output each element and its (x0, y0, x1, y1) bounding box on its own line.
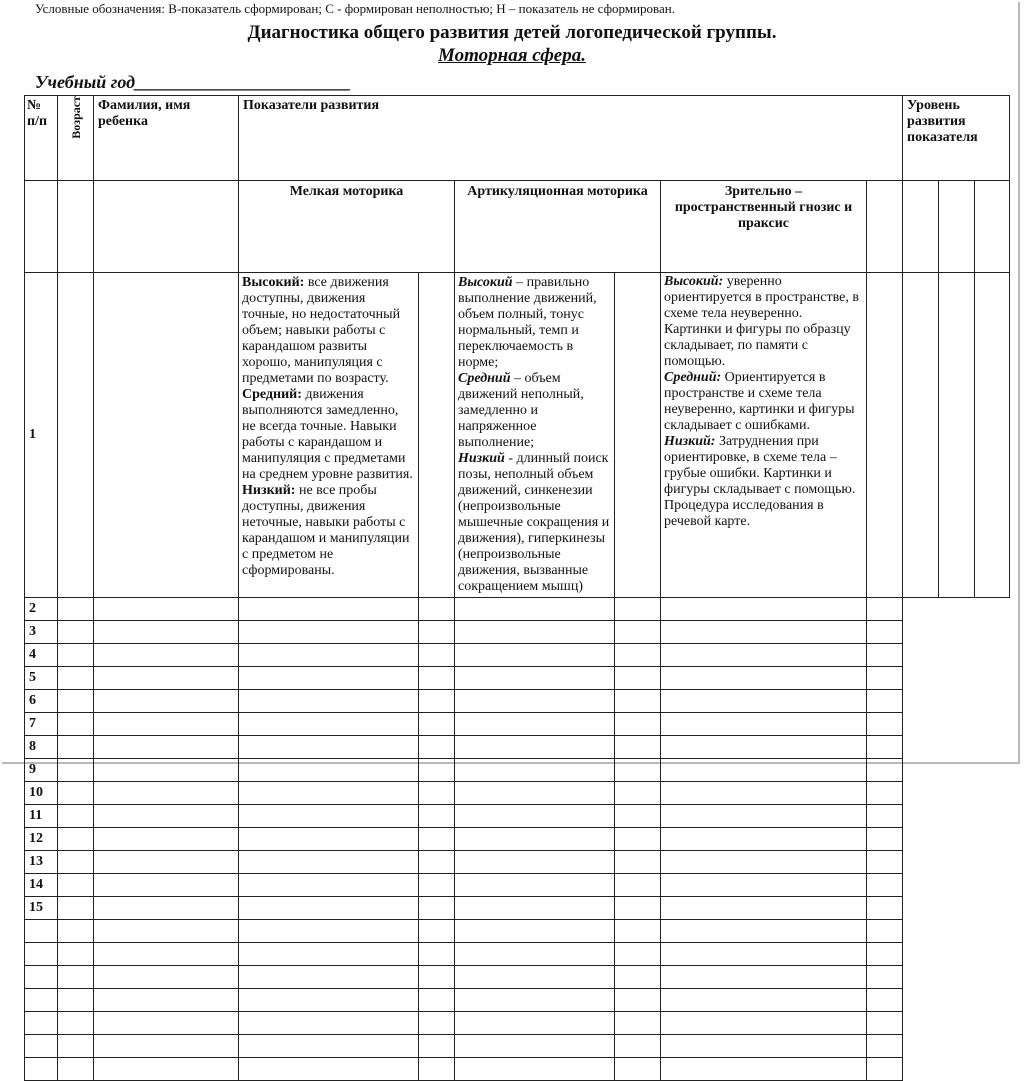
level-cell[interactable] (615, 690, 661, 713)
art-high-text: – правильно выполнение движений, объем полный, тонус нормальный, темп и переключаемость в норме; (458, 275, 597, 370)
table-row (25, 920, 1010, 943)
name-cell[interactable] (94, 1012, 239, 1035)
fine-motor-score[interactable] (239, 966, 419, 989)
name-cell[interactable] (94, 667, 239, 690)
visual-score[interactable] (455, 598, 615, 621)
row-number (25, 989, 58, 1012)
level-cell[interactable] (661, 1012, 867, 1035)
level-cell[interactable] (661, 759, 867, 782)
visual-score[interactable] (455, 897, 615, 920)
level-cell[interactable] (661, 920, 867, 943)
name-cell[interactable] (94, 851, 239, 874)
articulation-score[interactable] (419, 851, 455, 874)
level-cell[interactable] (615, 851, 661, 874)
row-number (25, 1012, 58, 1035)
level-cell[interactable] (867, 897, 903, 920)
fine-motor-score[interactable] (239, 759, 419, 782)
level-cell[interactable] (867, 667, 903, 690)
age-cell[interactable] (58, 759, 94, 782)
articulation-score[interactable] (419, 1058, 455, 1081)
art-mid-label: Средний (458, 371, 511, 386)
vis-mid-text: Ориентируется в пространстве и схеме тела неуверенно, картинки и фигуры складывает с ошибками. (664, 370, 855, 433)
row-number (25, 1035, 58, 1058)
table-row (25, 782, 1010, 805)
visual-score[interactable] (455, 1058, 615, 1081)
vis-mid-label: Средний: (664, 370, 722, 385)
section-row (25, 181, 1010, 273)
row-number: 7 (25, 713, 58, 736)
col-level-header: Уровень развития показателя (903, 96, 1010, 181)
level-cell[interactable] (661, 874, 867, 897)
col-name-header: Фамилия, имя ребенка (94, 96, 239, 181)
age-cell[interactable] (58, 805, 94, 828)
age-cell[interactable] (58, 736, 94, 759)
row-number: 13 (25, 851, 58, 874)
art-mid-text: – объем движений неполный, замедленно и напряженное выполнение; (458, 371, 584, 450)
age-cell[interactable] (58, 667, 94, 690)
col-age-header (58, 96, 94, 181)
art-high-label: Высокий (458, 275, 513, 290)
col-num-header: № п/п (25, 96, 58, 181)
level-cell[interactable] (867, 759, 903, 782)
row-number: 12 (25, 828, 58, 851)
fine-motor-score[interactable] (239, 690, 419, 713)
age-cell[interactable] (58, 1035, 94, 1058)
table-row (25, 1012, 1010, 1035)
vis-high-label: Высокий: (664, 274, 724, 289)
level-cell[interactable] (867, 874, 903, 897)
visual-score[interactable] (455, 805, 615, 828)
visual-score[interactable] (455, 621, 615, 644)
row-number: 1 (25, 273, 58, 598)
age-cell[interactable] (58, 920, 94, 943)
row-number: 5 (25, 667, 58, 690)
visual-score[interactable] (455, 759, 615, 782)
level-cell[interactable] (661, 805, 867, 828)
level-cell[interactable] (615, 874, 661, 897)
level-cell[interactable] (615, 1058, 661, 1081)
name-cell[interactable] (94, 989, 239, 1012)
section-empty-cell (58, 181, 94, 273)
row-number (25, 1058, 58, 1081)
articulation-score[interactable] (419, 805, 455, 828)
age-cell[interactable] (58, 273, 94, 598)
table-row (25, 759, 1010, 782)
age-cell[interactable] (58, 1012, 94, 1035)
section-empty-cell (25, 181, 58, 273)
name-cell[interactable] (94, 920, 239, 943)
articulation-score[interactable] (419, 598, 455, 621)
level-cell[interactable] (661, 989, 867, 1012)
articulation-score[interactable] (419, 897, 455, 920)
visual-score[interactable] (455, 644, 615, 667)
fine-motor-score[interactable] (239, 736, 419, 759)
table-row (25, 943, 1010, 966)
level-cell[interactable] (661, 966, 867, 989)
articulation-score[interactable] (419, 966, 455, 989)
fine-motor-score[interactable] (239, 897, 419, 920)
fine-motor-score[interactable] (239, 874, 419, 897)
level-cell[interactable] (867, 805, 903, 828)
visual-score[interactable] (455, 1012, 615, 1035)
level-cell[interactable] (615, 644, 661, 667)
level-cell[interactable] (661, 598, 867, 621)
visual-spatial-description (661, 273, 867, 598)
fine-motor-score[interactable] (239, 828, 419, 851)
articulation-score[interactable] (419, 759, 455, 782)
page-title: Диагностика общего развития детей логопедической группы. (247, 22, 777, 43)
age-cell[interactable] (58, 989, 94, 1012)
table-row (25, 736, 1010, 759)
vis-high-text: уверенно ориентируется в пространстве, в схеме тела неуверенно. Картинки и фигуры по образцу складывает, по памяти с помощью. (664, 274, 859, 369)
age-cell[interactable] (58, 874, 94, 897)
articulation-score[interactable] (419, 690, 455, 713)
fine-low-text: не все пробы доступны, движения неточные, навыки работы с карандашом и манипуляции с предметом не сформированы. (242, 483, 410, 578)
age-cell[interactable] (58, 782, 94, 805)
name-cell[interactable] (94, 273, 239, 598)
articulation-score[interactable] (419, 828, 455, 851)
level-cell[interactable] (867, 621, 903, 644)
name-cell[interactable] (94, 644, 239, 667)
art-low-label: Низкий (458, 451, 505, 466)
table-row (25, 667, 1010, 690)
name-cell[interactable] (94, 943, 239, 966)
row-number: 3 (25, 621, 58, 644)
section-visual-spatial: Зрительно – пространственный гнозис и праксис (661, 181, 867, 273)
level-cell[interactable] (615, 920, 661, 943)
name-cell[interactable] (94, 621, 239, 644)
row-number: 2 (25, 598, 58, 621)
articulation-score[interactable] (419, 621, 455, 644)
visual-score[interactable] (455, 782, 615, 805)
table-row (25, 644, 1010, 667)
level-cell[interactable] (661, 782, 867, 805)
articulation-score[interactable] (419, 736, 455, 759)
section-articulation: Артикуляционная моторика (455, 181, 661, 273)
level-cell[interactable] (867, 828, 903, 851)
level-cell[interactable] (939, 273, 975, 598)
articulation-score[interactable] (419, 1035, 455, 1058)
fine-motor-score[interactable] (239, 1058, 419, 1081)
fine-mid-label: Средний: (242, 387, 302, 402)
visual-score[interactable] (455, 736, 615, 759)
fine-motor-score[interactable] (419, 273, 455, 598)
level-cell[interactable] (867, 782, 903, 805)
table-row (25, 828, 1010, 851)
name-cell[interactable] (94, 1035, 239, 1058)
name-cell[interactable] (94, 598, 239, 621)
school-year: Учебный год________________________ (35, 72, 352, 92)
table-row (25, 851, 1010, 874)
table-row (25, 989, 1010, 1012)
name-cell[interactable] (94, 897, 239, 920)
fine-motor-score[interactable] (239, 667, 419, 690)
name-cell[interactable] (94, 874, 239, 897)
level-cell[interactable] (661, 943, 867, 966)
name-cell[interactable] (94, 713, 239, 736)
level-cell[interactable] (661, 1058, 867, 1081)
vis-low-label: Низкий: (664, 434, 716, 449)
visual-score[interactable] (455, 966, 615, 989)
table-row (25, 966, 1010, 989)
row-number (25, 966, 58, 989)
visual-score[interactable] (455, 667, 615, 690)
level-cell[interactable] (867, 690, 903, 713)
articulation-score[interactable] (419, 1012, 455, 1035)
level-cell[interactable] (867, 851, 903, 874)
articulation-score[interactable] (419, 989, 455, 1012)
fine-motor-score[interactable] (239, 782, 419, 805)
level-cell[interactable] (615, 966, 661, 989)
level-cell[interactable] (867, 1012, 903, 1035)
legend-text: Условные обозначения: В-показатель сформирован; С - формирован неполностью; Н – показатель не сформирован. (35, 1, 675, 16)
name-cell[interactable] (94, 1058, 239, 1081)
fine-high-text: все движения доступны, движения точные, но недостаточный объем; навыки работы с карандашом развиты хорошо, манипуляция с предметами по возрасту. (242, 275, 401, 386)
visual-score[interactable] (867, 273, 903, 598)
age-cell[interactable] (58, 851, 94, 874)
level-cell[interactable] (661, 897, 867, 920)
level-cell[interactable] (867, 1058, 903, 1081)
level-cell[interactable] (615, 1035, 661, 1058)
articulation-score[interactable] (419, 667, 455, 690)
level-cell (975, 181, 1010, 273)
level-cell[interactable] (615, 736, 661, 759)
articulation-description (455, 273, 615, 598)
fine-mid-text: движения выполняются замедленно, не всегда точные. Навыки работы с карандашом и манипуляция с предметами на среднем уровне развития. (242, 387, 413, 482)
vis-low-text: Затруднения при ориентировке, в схеме тела – грубые ошибки. Картинки и фигуры складывает с помощью. (664, 434, 856, 497)
fine-motor-score[interactable] (239, 621, 419, 644)
table-row (25, 621, 1010, 644)
level-cell[interactable] (661, 1035, 867, 1058)
table-row (25, 897, 1010, 920)
level-cell[interactable] (615, 805, 661, 828)
level-cell[interactable] (867, 713, 903, 736)
level-cell[interactable] (867, 644, 903, 667)
level-cell[interactable] (975, 273, 1010, 598)
level-cell[interactable] (615, 667, 661, 690)
level-cell[interactable] (615, 713, 661, 736)
level-cell[interactable] (867, 1035, 903, 1058)
fine-motor-score[interactable] (239, 644, 419, 667)
level-cell[interactable] (615, 782, 661, 805)
visual-score[interactable] (455, 690, 615, 713)
row-number: 6 (25, 690, 58, 713)
art-low-text: - длинный поиск позы, неполный объем движений, синкенезии (непроизвольные мышечные сокращения и движения), гиперкинезы (непроизвольные движения, вызванные сокращением мышц) (458, 451, 610, 594)
table-row (25, 690, 1010, 713)
row-number: 9 (25, 759, 58, 782)
age-cell[interactable] (58, 598, 94, 621)
visual-score[interactable] (455, 874, 615, 897)
table-row (25, 713, 1010, 736)
level-cell[interactable] (867, 736, 903, 759)
age-cell[interactable] (58, 713, 94, 736)
fine-motor-score[interactable] (239, 1012, 419, 1035)
visual-score[interactable] (455, 989, 615, 1012)
fine-motor-score[interactable] (239, 943, 419, 966)
level-cell[interactable] (615, 598, 661, 621)
level-cell (867, 181, 903, 273)
row-number: 11 (25, 805, 58, 828)
visual-score[interactable] (455, 851, 615, 874)
name-cell[interactable] (94, 736, 239, 759)
row-number (25, 920, 58, 943)
col-indicators-header: Показатели развития (239, 96, 903, 181)
level-cell[interactable] (615, 989, 661, 1012)
visual-score[interactable] (455, 828, 615, 851)
age-cell[interactable] (58, 690, 94, 713)
level-cell[interactable] (661, 667, 867, 690)
articulation-score[interactable] (419, 920, 455, 943)
table-row (25, 273, 1010, 598)
row-number: 15 (25, 897, 58, 920)
row-number: 8 (25, 736, 58, 759)
fine-low-label: Низкий: (242, 483, 296, 498)
fine-motor-description (239, 273, 419, 598)
age-cell[interactable] (58, 966, 94, 989)
age-cell[interactable] (58, 621, 94, 644)
level-cell[interactable] (903, 273, 939, 598)
section-empty-cell (94, 181, 239, 273)
level-cell[interactable] (615, 759, 661, 782)
level-cell[interactable] (615, 828, 661, 851)
articulation-score[interactable] (419, 943, 455, 966)
visual-score[interactable] (455, 1035, 615, 1058)
articulation-score[interactable] (419, 713, 455, 736)
articulation-score[interactable] (419, 782, 455, 805)
fine-high-label: Высокий: (242, 275, 305, 290)
level-cell (903, 181, 939, 273)
level-cell[interactable] (661, 828, 867, 851)
level-cell[interactable] (615, 897, 661, 920)
age-cell[interactable] (58, 644, 94, 667)
age-cell[interactable] (58, 828, 94, 851)
level-cell[interactable] (661, 690, 867, 713)
name-cell[interactable] (94, 782, 239, 805)
name-cell[interactable] (94, 805, 239, 828)
row-number: 4 (25, 644, 58, 667)
level-cell[interactable] (661, 736, 867, 759)
fine-motor-score[interactable] (239, 920, 419, 943)
fine-motor-score[interactable] (239, 598, 419, 621)
name-cell[interactable] (94, 828, 239, 851)
level-cell[interactable] (661, 621, 867, 644)
name-cell[interactable] (94, 759, 239, 782)
row-number: 10 (25, 782, 58, 805)
fine-motor-score[interactable] (239, 713, 419, 736)
level-cell (939, 181, 975, 273)
level-cell[interactable] (661, 713, 867, 736)
name-cell[interactable] (94, 966, 239, 989)
diagnostic-table (24, 95, 1010, 1081)
level-cell[interactable] (615, 1012, 661, 1035)
visual-score[interactable] (455, 943, 615, 966)
table-row (25, 1058, 1010, 1081)
row-number (25, 943, 58, 966)
vis-procedure: Процедура исследования в речевой карте. (664, 498, 824, 529)
header-row (25, 96, 1010, 181)
visual-score[interactable] (455, 713, 615, 736)
fine-motor-score[interactable] (239, 989, 419, 1012)
level-cell[interactable] (867, 966, 903, 989)
visual-score[interactable] (455, 920, 615, 943)
level-cell[interactable] (661, 851, 867, 874)
age-cell[interactable] (58, 1058, 94, 1081)
table-row (25, 805, 1010, 828)
row-number: 14 (25, 874, 58, 897)
articulation-score[interactable] (615, 273, 661, 598)
section-fine-motor: Мелкая моторика (239, 181, 455, 273)
age-cell[interactable] (58, 943, 94, 966)
age-cell[interactable] (58, 897, 94, 920)
level-cell[interactable] (867, 989, 903, 1012)
articulation-score[interactable] (419, 874, 455, 897)
level-cell[interactable] (867, 943, 903, 966)
level-cell[interactable] (867, 598, 903, 621)
col-age-label: Возраст (68, 96, 83, 139)
page-subtitle: Моторная сфера. (438, 45, 586, 66)
fine-motor-score[interactable] (239, 805, 419, 828)
level-cell[interactable] (615, 943, 661, 966)
level-cell[interactable] (867, 920, 903, 943)
fine-motor-score[interactable] (239, 1035, 419, 1058)
table-row (25, 598, 1010, 621)
level-cell[interactable] (615, 621, 661, 644)
table-row (25, 1035, 1010, 1058)
table-row (25, 874, 1010, 897)
fine-motor-score[interactable] (239, 851, 419, 874)
articulation-score[interactable] (419, 644, 455, 667)
level-cell[interactable] (661, 644, 867, 667)
name-cell[interactable] (94, 690, 239, 713)
